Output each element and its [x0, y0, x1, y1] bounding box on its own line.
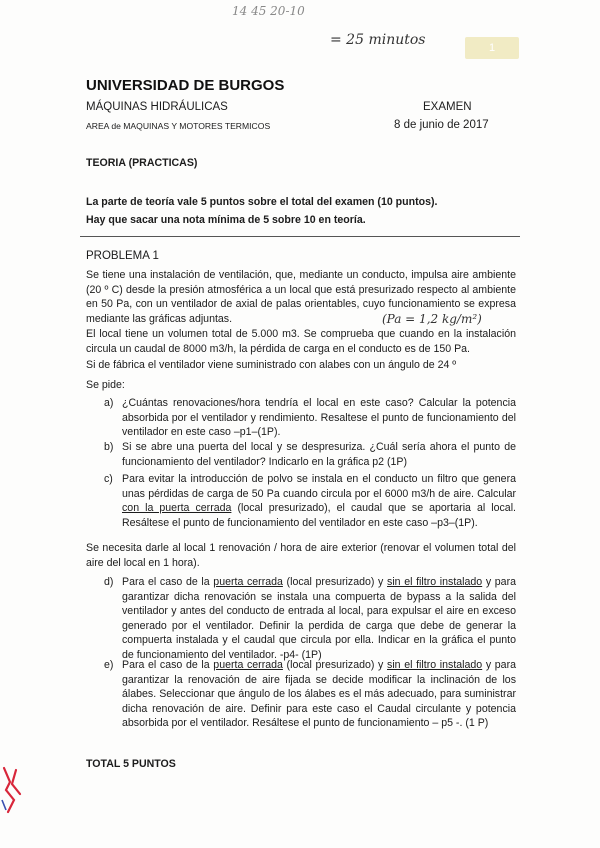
fan-info: Si de fábrica el ventilador viene suministrado con alabes con un ángulo de 24 º	[86, 359, 457, 371]
grading-note-1: La parte de teoría vale 5 puntos sobre el total del examen (10 puntos).	[86, 196, 438, 208]
problem-intro: Se tiene una instalación de ventilación, que, mediante un conducto, impulsa aire ambiente (20 º C) desde la presión atmosférica a un local que está presurizado respecto al ambiente en 50 Pa, con un ventilador de axial de palas orientables, cuyo funcionamiento se expresa mediante las gráficas adjuntas.	[86, 269, 516, 325]
question-text: Para el caso de la puerta cerrada (local presurizado) y sin el filtro instalado y para garantizar la renovación de aire fijada se decide modificar la inclinación de los álabes. Seleccionar que ángulo de los álabes es el más adecuado, para suministrar dicha renovación de aire. Definir para este caso el Caudal circulante y potencia absorbida por el ventilador. Resáltese el punto de funcionamiento – p5 -. (1 P)	[122, 659, 516, 729]
question-c	[104, 472, 516, 530]
section-title: TEORIA (PRACTICAS)	[86, 157, 198, 169]
question-label: d)	[104, 576, 114, 588]
university-name: UNIVERSIDAD DE BURGOS	[86, 77, 285, 94]
page-number-badge: 1	[465, 37, 519, 59]
grading-note-2: Hay que sacar una nota mínima de 5 sobre 10 en teoría.	[86, 214, 366, 226]
question-label: e)	[104, 659, 114, 671]
subject-name: MÁQUINAS HIDRÁULICAS	[86, 101, 228, 113]
question-text: Para evitar la introducción de polvo se instala en el conducto un filtro que genera unas pérdidas de carga de 50 Pa cuando circula por el 6000 m3/h de aire. Calcular con la puerta cerrada (local presurizado), el caudal que se aportaria al local. Resáltese el punto de funcionamiento del ventilador en este caso –p3–(1P).	[122, 473, 516, 529]
local-info: El local tiene un volumen total de 5.000 m3. Se comprueba que cuando en la instalación circula un caudal de 8000 m3/h, la pérdida de carga en el conducto es de 150 Pa.	[86, 328, 516, 355]
handwritten-pressure-note: (Pa = 1,2 kg/m²)	[382, 312, 482, 326]
renewal-note: Se necesita darle al local 1 renovación / hora de aire exterior (renovar el volumen total del aire del local en 1 hora).	[86, 542, 516, 569]
handwritten-minutes-note: = 25 minutos	[330, 32, 426, 48]
question-label: c)	[104, 473, 113, 485]
asks-label: Se pide:	[86, 379, 125, 391]
question-text: ¿Cuántas renovaciones/hora tendría el local en este caso? Calcular la potencia absorbida por el ventilador y rendimiento. Resaltese el punto de funcionamiento del ventilador en este caso –p1–(1P).	[122, 397, 516, 438]
question-b	[104, 440, 516, 469]
problem-title: PROBLEMA 1	[86, 250, 159, 262]
handwritten-scribble: 14 45 20-10	[232, 4, 305, 18]
exam-label: EXAMEN	[423, 101, 472, 113]
question-a	[104, 396, 516, 440]
question-d	[104, 575, 516, 662]
question-label: a)	[104, 397, 114, 409]
total-points: TOTAL 5 PUNTOS	[86, 758, 176, 770]
question-e	[104, 658, 516, 731]
question-text: Si se abre una puerta del local y se despresuriza. ¿Cuál sería ahora el punto de funcionamiento del ventilador? Indicarlo en la gráfica p2 (1P)	[122, 441, 516, 468]
red-ink-mark	[0, 760, 30, 820]
exam-date: 8 de junio de 2017	[394, 119, 489, 131]
department-area: AREA de MAQUINAS Y MOTORES TERMICOS	[86, 121, 271, 131]
divider	[80, 236, 520, 237]
question-label: b)	[104, 441, 114, 453]
question-text: Para el caso de la puerta cerrada (local presurizado) y sin el filtro instalado y para garantizar dicha renovación se instala una compuerta de bypass a la salida del ventilador y antes del conducto de entrada al local, para expulsar el aire en exceso generado por el ventilador. Definir la perdida de carga que debe de generar la compuerta instalada y el caudal que circula por ella. Indicar en la gráfica el punto de funcionamiento del ventilador. -p4- (1P)	[122, 576, 516, 661]
